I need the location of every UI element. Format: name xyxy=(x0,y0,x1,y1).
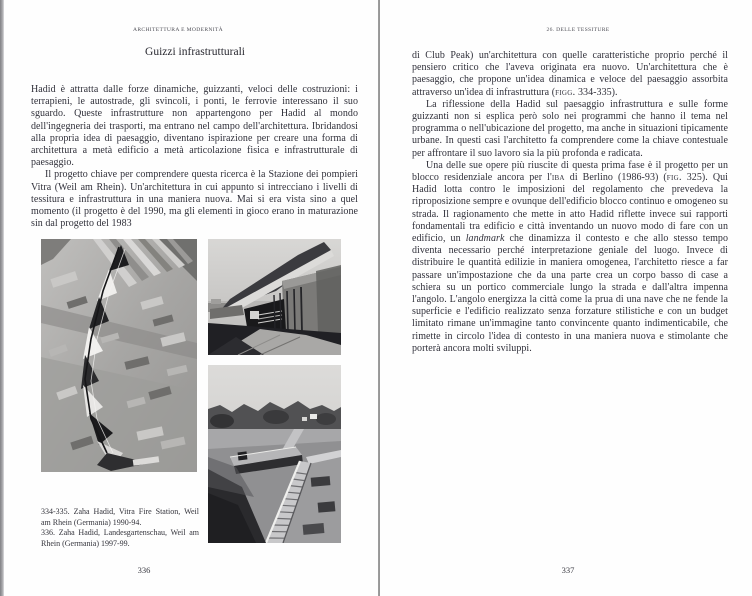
paragraph: Una delle sue opere più riuscite di questa prima fase è il progetto per un blocco residenziale ancora per l'iba di Berlino (1986-93) (fig. 325). Qui Hadid lotta contro le imposizioni del regolamento che prevedeva la riproposizione sempre e ovunque dell'edificio blocco continuo e omogeneo su strada. Il ragionamento che mette in atto Hadid riflette invece sui rapporti fondamentali tra edificio e città inventando un nuovo modo di fare con un edificio, un landmark che dinamizza il contesto e che allo stesso tempo diventa necessario perché interpretazione geniale del luogo. Invece di distribuire le quantità edilizie in maniera omogenea, l'architetto riesce a far passare un'impostazione che da una parte crea un corpo basso di case a schiera su un portico commerciale lungo la strada e dall'altra impenna l'angolo. L'angolo energizza la città come la prua di una nave che ne fende la superficie e l'edificio realizzato senza forzature stilistiche e con un budget limitato rimane un'immagine tanto convincente quanto indimenticabile, che rimette in circolo l'idea di contesto in una maniera nuova e stimolante che porterà ancora molti sviluppi. xyxy=(412,159,728,354)
paragraph: La riflessione della Hadid sul paesaggio infrastruttura e sulle forme guizzanti non si esplica però solo nei programmi che hanno il tema nel programma o nell'ubicazione del progetto, ma anche in situazioni tipicamente urbane. In questi casi l'architetto fa comprendere come la chiave contestuale per affrontare il suo lavoro sia la più profonda e radicata. xyxy=(412,98,728,159)
page-number-right: 337 xyxy=(561,565,575,575)
section-title: Guizzi infrastrutturali xyxy=(145,46,245,58)
caption-entry: 336. Zaha Hadid, Landesgartenschau, Weil am Rhein (Germania) 1997-99. xyxy=(41,528,199,548)
page-number-left: 336 xyxy=(137,565,151,575)
figure-336-landesgartenschau-photo xyxy=(208,365,341,543)
body-text-left xyxy=(31,84,358,230)
right-page xyxy=(379,0,752,596)
running-header-right: 26. DELLE TESSITURE xyxy=(546,27,610,33)
figure-335-vitra-photo xyxy=(208,239,341,355)
paragraph: Il progetto chiave per comprendere questa ricerca è la Stazione dei pompieri Vitra (Weil am Rhein). Un'architettura in cui appunto si intrecciano i livelli di tessitura e infrastruttura in una maniera nuova. Mai si era vista sino a quel momento (il progetto è del 1990, ma gli elementi in gioco erano in maturazione sin dal progetto del 1983 xyxy=(31,169,358,230)
body-text-right xyxy=(412,50,728,355)
figure-caption xyxy=(41,507,199,549)
paragraph: di Club Peak) un'architettura con quelle caratteristiche proprio perché il pensiero critico che l'aveva originata era nuovo. Un'architettura che è paesaggio, che propone un'idea dinamica e veloce del paesaggio assorbita attraverso un'idea di infrastruttura (figg. 334-335). xyxy=(412,50,728,98)
running-header-left: ARCHITETTURA E MODERNITÀ xyxy=(132,27,224,33)
paragraph: Hadid è attratta dalle forze dinamiche, guizzanti, veloci delle costruzioni: i terrapieni, le autostrade, gli svincoli, i ponti, le ferrovie interessano il suo sguardo. Queste infrastrutture non appartengono per Hadid al mondo dell'ingegneria dei trasporti, ma entrano nel campo dell'architettura. Ibridandosi alla propria idea di paesaggio, diventano ispirazione per creare una forma di architettura a metà edificio a metà articolazione fisica e infrastrutturale di paesaggio. xyxy=(31,84,358,169)
caption-entry: 334-335. Zaha Hadid, Vitra Fire Station, Weil am Rhein (Germania) 1990-94. xyxy=(41,507,199,527)
figure-334-vitra-painting xyxy=(41,239,197,472)
